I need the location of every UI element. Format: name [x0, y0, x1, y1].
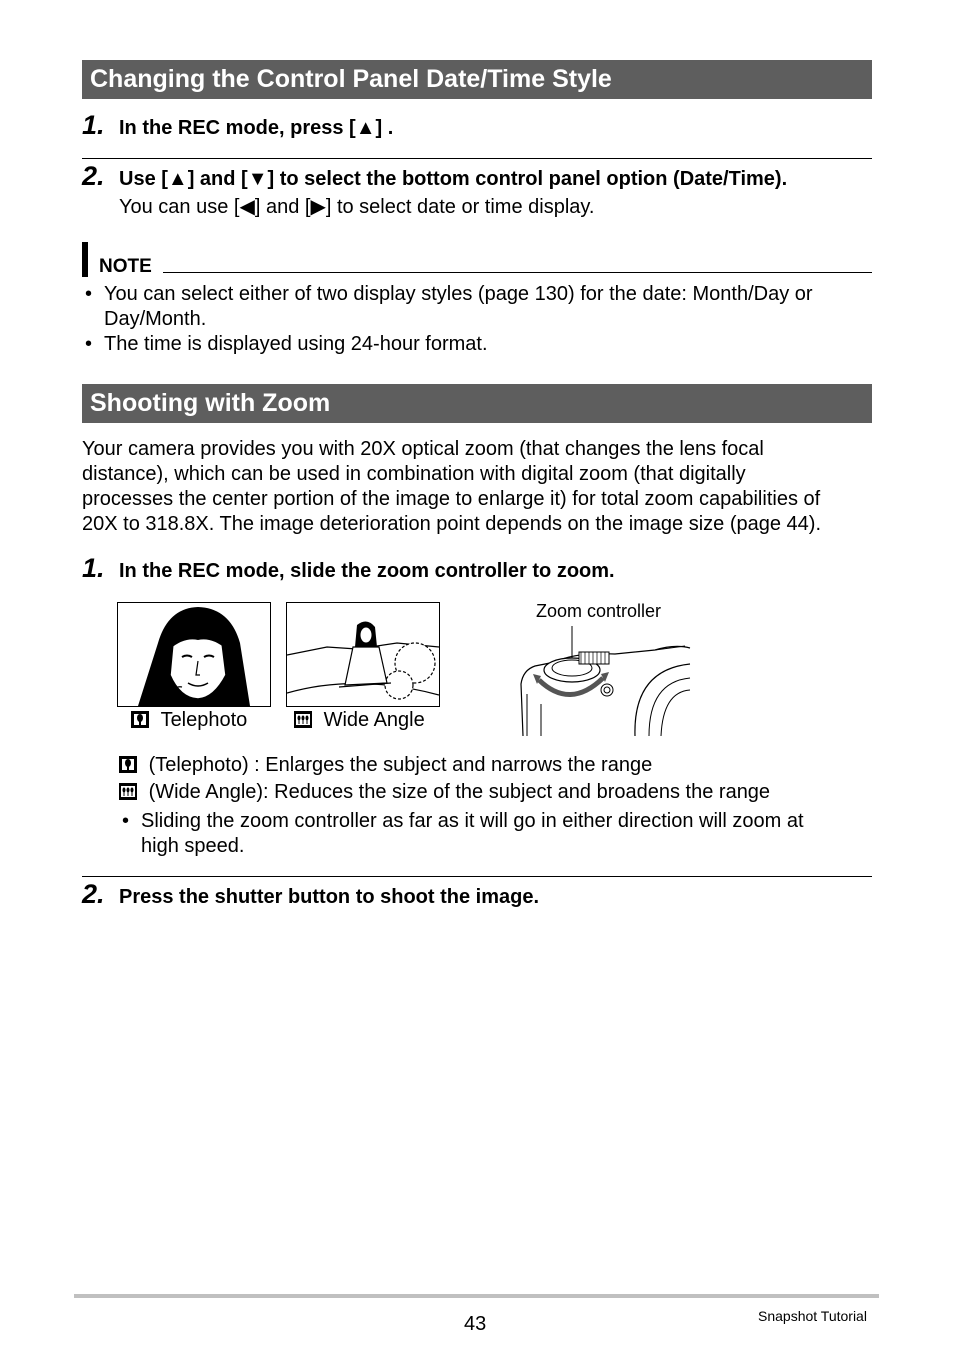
wide-angle-caption: Wide Angle [294, 709, 425, 732]
step-number: 1. [82, 110, 105, 140]
step-number: 1. [82, 553, 105, 583]
telephoto-caption: Telephoto [131, 709, 247, 732]
footer-section-name: Snapshot Tutorial [758, 1308, 867, 1324]
step-text: Use [▲] and [▼] to select the bottom control panel option (Date/Time). [119, 168, 788, 190]
zoom-controller-label: Zoom controller [536, 601, 662, 621]
note-item-continued: Day/Month. [104, 308, 207, 330]
step-number: 2. [82, 161, 105, 191]
intro-line: distance), which can be used in combination with digital zoom (that digitally [82, 463, 746, 485]
zoom-bullet-continued: high speed. [141, 835, 245, 857]
note-rule [163, 272, 872, 273]
wide-angle-icon [119, 783, 137, 800]
intro-line: 20X to 318.8X. The image deterioration point depends on the image size (page 44). [82, 513, 822, 535]
telephoto-icon [119, 756, 137, 773]
telephoto-definition: (Telephoto) : Enlarges the subject and narrows the range [119, 753, 652, 778]
wide-angle-icon [294, 711, 312, 728]
step-subtext: You can use [◀] and [▶] to select date or time display. [119, 196, 595, 218]
intro-line: Your camera provides you with 20X optical zoom (that changes the lens focal [82, 438, 764, 460]
note-item: • You can select either of two display styles (page 130) for the date: Month/Day or [85, 283, 813, 305]
zoom-bullet: • Sliding the zoom controller as far as it will go in either direction will zoom at [122, 810, 804, 832]
page-number: 43 [464, 1313, 487, 1335]
wide-angle-definition: (Wide Angle): Reduces the size of the subject and broadens the range [119, 780, 770, 805]
telephoto-illustration [117, 602, 271, 707]
divider [82, 158, 872, 159]
step-text: Press the shutter button to shoot the image. [119, 886, 540, 908]
note-marker [82, 242, 88, 277]
note-item: • The time is displayed using 24-hour format. [85, 333, 488, 355]
step-text: In the REC mode, slide the zoom controller to zoom. [119, 560, 615, 582]
telephoto-icon [131, 711, 149, 728]
intro-line: processes the center portion of the image to enlarge it) for total zoom capabilities of [82, 488, 821, 510]
section-header-zoom: Shooting with Zoom [82, 384, 872, 423]
note-label: NOTE [99, 256, 152, 277]
divider [82, 876, 872, 877]
wide-angle-illustration [286, 602, 440, 707]
footer-rule [74, 1294, 879, 1298]
section-header-date-time-style: Changing the Control Panel Date/Time Style [82, 60, 872, 99]
step-text: In the REC mode, press [▲] . [119, 117, 394, 139]
camera-zoom-controller-illustration [515, 624, 695, 736]
step-number: 2. [82, 879, 105, 909]
